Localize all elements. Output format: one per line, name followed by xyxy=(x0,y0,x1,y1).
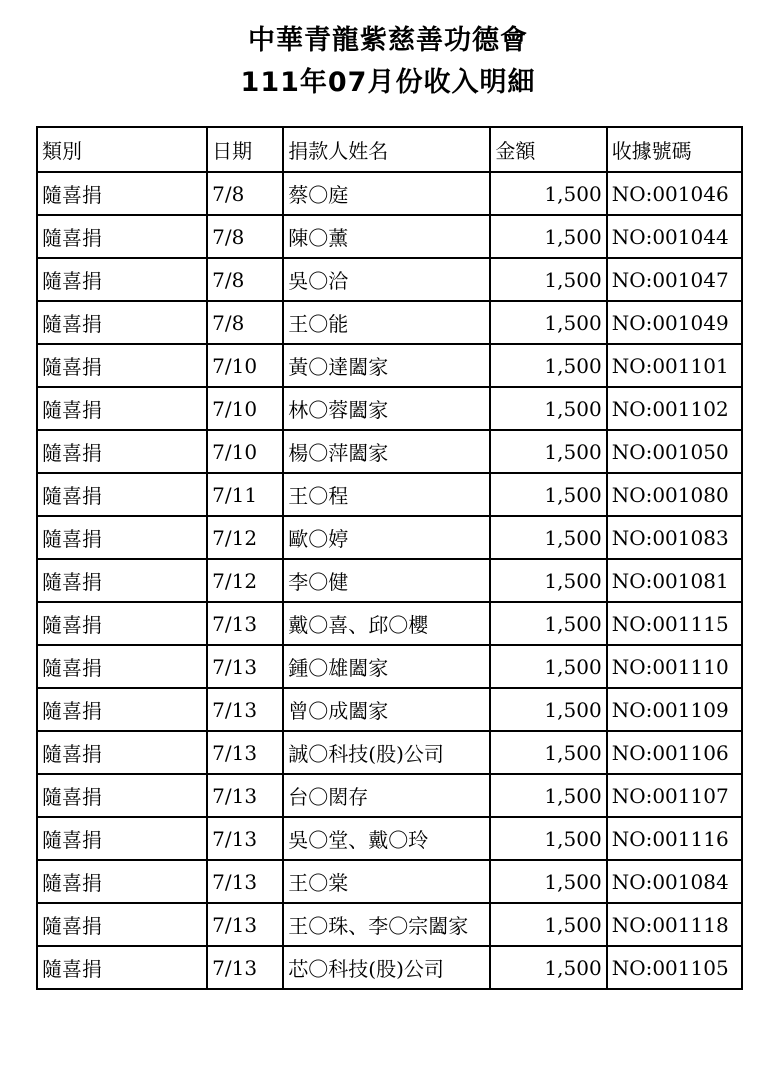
cell-receipt-number: NO:001081 xyxy=(607,559,742,602)
table-row xyxy=(37,774,742,817)
cell-date: 7/8 xyxy=(207,172,283,215)
cell-amount: 1,500 xyxy=(490,473,606,516)
cell-amount: 1,500 xyxy=(490,172,606,215)
cell-donor-name: 林〇蓉闔家 xyxy=(283,387,490,430)
table-row xyxy=(37,903,742,946)
cell-donor-name: 王〇程 xyxy=(283,473,490,516)
cell-category: 隨喜捐 xyxy=(37,731,207,774)
cell-receipt-number: NO:001084 xyxy=(607,860,742,903)
table-row xyxy=(37,301,742,344)
table-body xyxy=(37,172,742,989)
cell-category: 隨喜捐 xyxy=(37,559,207,602)
document-title: 中華青龍紫慈善功德會 xyxy=(248,25,528,56)
table-row xyxy=(37,430,742,473)
cell-amount: 1,500 xyxy=(490,602,606,645)
cell-donor-name: 吳〇堂、戴〇玲 xyxy=(283,817,490,860)
cell-date: 7/13 xyxy=(207,731,283,774)
header-category: 類別 xyxy=(37,127,207,172)
cell-category: 隨喜捐 xyxy=(37,516,207,559)
cell-receipt-number: NO:001083 xyxy=(607,516,742,559)
table-row xyxy=(37,860,742,903)
cell-date: 7/12 xyxy=(207,559,283,602)
cell-date: 7/13 xyxy=(207,860,283,903)
cell-receipt-number: NO:001106 xyxy=(607,731,742,774)
cell-category: 隨喜捐 xyxy=(37,903,207,946)
cell-receipt-number: NO:001101 xyxy=(607,344,742,387)
cell-receipt-number: NO:001102 xyxy=(607,387,742,430)
cell-receipt-number: NO:001105 xyxy=(607,946,742,989)
cell-date: 7/10 xyxy=(207,387,283,430)
cell-receipt-number: NO:001109 xyxy=(607,688,742,731)
cell-donor-name: 芯〇科技(股)公司 xyxy=(283,946,490,989)
cell-donor-name: 王〇棠 xyxy=(283,860,490,903)
cell-category: 隨喜捐 xyxy=(37,860,207,903)
table-row xyxy=(37,172,742,215)
cell-date: 7/8 xyxy=(207,258,283,301)
cell-category: 隨喜捐 xyxy=(37,688,207,731)
cell-receipt-number: NO:001046 xyxy=(607,172,742,215)
table-row xyxy=(37,602,742,645)
table-row xyxy=(37,731,742,774)
document-subtitle: 111年07月份收入明細 xyxy=(240,67,536,98)
cell-category: 隨喜捐 xyxy=(37,602,207,645)
cell-donor-name: 戴〇喜、邱〇櫻 xyxy=(283,602,490,645)
cell-donor-name: 鍾〇雄闔家 xyxy=(283,645,490,688)
cell-donor-name: 王〇珠、李〇宗闔家 xyxy=(283,903,490,946)
cell-donor-name: 李〇健 xyxy=(283,559,490,602)
header-receipt-number: 收據號碼 xyxy=(607,127,742,172)
header-amount: 金額 xyxy=(490,127,606,172)
cell-donor-name: 吳〇洽 xyxy=(283,258,490,301)
cell-category: 隨喜捐 xyxy=(37,301,207,344)
cell-category: 隨喜捐 xyxy=(37,817,207,860)
table-row xyxy=(37,817,742,860)
cell-category: 隨喜捐 xyxy=(37,258,207,301)
table-row xyxy=(37,516,742,559)
cell-amount: 1,500 xyxy=(490,817,606,860)
cell-receipt-number: NO:001110 xyxy=(607,645,742,688)
cell-receipt-number: NO:001047 xyxy=(607,258,742,301)
cell-date: 7/13 xyxy=(207,903,283,946)
cell-category: 隨喜捐 xyxy=(37,645,207,688)
cell-receipt-number: NO:001107 xyxy=(607,774,742,817)
header-donor-name: 捐款人姓名 xyxy=(283,127,490,172)
cell-category: 隨喜捐 xyxy=(37,473,207,516)
cell-amount: 1,500 xyxy=(490,516,606,559)
cell-date: 7/10 xyxy=(207,344,283,387)
cell-receipt-number: NO:001044 xyxy=(607,215,742,258)
table-row xyxy=(37,473,742,516)
cell-donor-name: 曾〇成闔家 xyxy=(283,688,490,731)
cell-category: 隨喜捐 xyxy=(37,344,207,387)
cell-receipt-number: NO:001049 xyxy=(607,301,742,344)
cell-amount: 1,500 xyxy=(490,688,606,731)
table-row xyxy=(37,344,742,387)
cell-category: 隨喜捐 xyxy=(37,430,207,473)
cell-category: 隨喜捐 xyxy=(37,172,207,215)
cell-donor-name: 歐〇婷 xyxy=(283,516,490,559)
table-row xyxy=(37,387,742,430)
cell-amount: 1,500 xyxy=(490,301,606,344)
cell-receipt-number: NO:001116 xyxy=(607,817,742,860)
cell-date: 7/13 xyxy=(207,817,283,860)
cell-category: 隨喜捐 xyxy=(37,215,207,258)
table-row xyxy=(37,688,742,731)
cell-date: 7/10 xyxy=(207,430,283,473)
cell-category: 隨喜捐 xyxy=(37,946,207,989)
header-date: 日期 xyxy=(207,127,283,172)
cell-date: 7/11 xyxy=(207,473,283,516)
cell-amount: 1,500 xyxy=(490,946,606,989)
cell-receipt-number: NO:001118 xyxy=(607,903,742,946)
cell-date: 7/13 xyxy=(207,602,283,645)
cell-date: 7/12 xyxy=(207,516,283,559)
cell-donor-name: 陳〇薰 xyxy=(283,215,490,258)
cell-date: 7/13 xyxy=(207,946,283,989)
cell-donor-name: 台〇閎存 xyxy=(283,774,490,817)
table-row xyxy=(37,946,742,989)
cell-category: 隨喜捐 xyxy=(37,387,207,430)
cell-category: 隨喜捐 xyxy=(37,774,207,817)
cell-amount: 1,500 xyxy=(490,731,606,774)
income-table xyxy=(36,126,743,990)
cell-amount: 1,500 xyxy=(490,387,606,430)
cell-amount: 1,500 xyxy=(490,645,606,688)
cell-date: 7/8 xyxy=(207,301,283,344)
cell-date: 7/13 xyxy=(207,645,283,688)
table-header-row xyxy=(37,127,742,172)
table-row xyxy=(37,215,742,258)
cell-amount: 1,500 xyxy=(490,258,606,301)
cell-amount: 1,500 xyxy=(490,774,606,817)
cell-amount: 1,500 xyxy=(490,215,606,258)
cell-receipt-number: NO:001080 xyxy=(607,473,742,516)
cell-date: 7/13 xyxy=(207,774,283,817)
cell-receipt-number: NO:001115 xyxy=(607,602,742,645)
table-row xyxy=(37,645,742,688)
cell-date: 7/13 xyxy=(207,688,283,731)
cell-date: 7/8 xyxy=(207,215,283,258)
cell-amount: 1,500 xyxy=(490,860,606,903)
cell-donor-name: 王〇能 xyxy=(283,301,490,344)
table-row xyxy=(37,559,742,602)
cell-amount: 1,500 xyxy=(490,430,606,473)
cell-donor-name: 楊〇萍闔家 xyxy=(283,430,490,473)
table-row xyxy=(37,258,742,301)
cell-amount: 1,500 xyxy=(490,903,606,946)
cell-amount: 1,500 xyxy=(490,344,606,387)
cell-donor-name: 黃〇達闔家 xyxy=(283,344,490,387)
cell-receipt-number: NO:001050 xyxy=(607,430,742,473)
cell-amount: 1,500 xyxy=(490,559,606,602)
cell-donor-name: 誠〇科技(股)公司 xyxy=(283,731,490,774)
cell-donor-name: 蔡〇庭 xyxy=(283,172,490,215)
